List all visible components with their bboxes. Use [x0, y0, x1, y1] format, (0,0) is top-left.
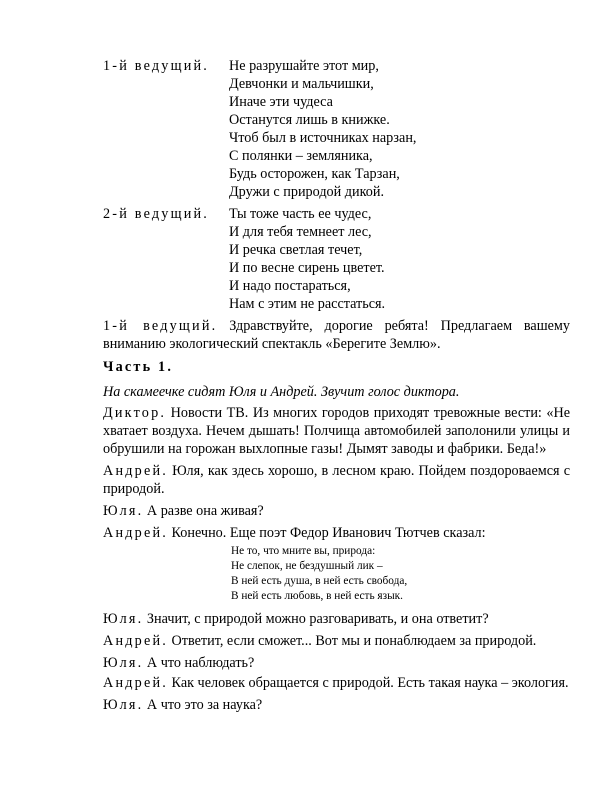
- announcer-text: Новости ТВ. Из многих городов приходят тревожные вести: «Не хватает воздуха. Нечем дышать! Полчища автомобилей заполонили улицы и обрушили на горожан выхлопные газы! Дымят заводы и фабрики. Беда!»: [103, 405, 570, 457]
- speaker-label: Андрей.: [103, 463, 168, 479]
- quote-line: В ней есть душа, в ней есть свобода,: [231, 575, 408, 587]
- dialogue-text: Ответит, если сможет... Вот мы и понаблюдаем за природой.: [168, 633, 537, 649]
- andrey-paragraph-1: [103, 462, 570, 498]
- announcer-paragraph: [103, 404, 570, 458]
- verse-line: И по весне сирень цветет.: [229, 260, 385, 276]
- verse-line: И для тебя темнеет лес,: [229, 224, 372, 240]
- verse-lines: [229, 205, 385, 313]
- speaker-label: Андрей.: [103, 675, 168, 691]
- quote-line: Не то, что мните вы, природа:: [231, 545, 376, 557]
- speaker-label: Диктор.: [103, 405, 167, 421]
- verse-line: Чтоб был в источниках нарзан,: [229, 130, 417, 146]
- verse-line: Будь осторожен, как Тарзан,: [229, 166, 400, 182]
- andrey-line-4: [103, 674, 569, 692]
- dialogue-text: А разве она живая?: [143, 503, 264, 519]
- yulia-line-3: [103, 654, 254, 672]
- dialogue-text: Юля, как здесь хорошо, в лесном краю. Пойдем поздороваемся с природой.: [103, 463, 570, 497]
- dialogue-text: Конечно. Еще поэт Федор Иванович Тютчев сказал:: [168, 525, 486, 541]
- speaker-label: Андрей.: [103, 633, 168, 649]
- verse-line: И надо постараться,: [229, 278, 351, 294]
- dialogue-text: А что наблюдать?: [143, 655, 255, 671]
- yulia-line-1: [103, 502, 264, 520]
- verse-line: Нам с этим не расстаться.: [229, 296, 386, 312]
- quote-line: В ней есть любовь, в ней есть язык.: [231, 590, 403, 602]
- verse-lines: [229, 57, 416, 201]
- verse-line: С полянки – земляника,: [229, 148, 373, 164]
- yulia-line-4: [103, 696, 262, 714]
- verse-line: Дружи с природой дикой.: [229, 184, 385, 200]
- speaker-label: Юля.: [103, 503, 144, 519]
- speaker-label: 1-й ведущий.: [103, 58, 210, 74]
- yulia-line-2: [103, 610, 489, 628]
- part-heading: Часть 1.: [103, 359, 174, 375]
- andrey-line-2: [103, 524, 486, 542]
- speaker-label: Юля.: [103, 611, 144, 627]
- verse-line: Ты тоже часть ее чудес,: [229, 206, 372, 222]
- verse-line: Останутся лишь в книжке.: [229, 112, 390, 128]
- speaker-label: 1-й ведущий.: [103, 318, 218, 334]
- dialogue-text: Значит, с природой можно разговаривать, и она ответит?: [143, 611, 489, 627]
- verse-line: Иначе эти чудеса: [229, 94, 333, 110]
- quote-line: Не слепок, не бездушный лик –: [231, 560, 383, 572]
- dialogue-text: Как человек обращается с природой. Есть такая наука – экология.: [168, 675, 569, 691]
- stage-direction: На скамеечке сидят Юля и Андрей. Звучит голос диктора.: [103, 384, 460, 400]
- verse-line: Не разрушайте этот мир,: [229, 58, 379, 74]
- speaker-label: Юля.: [103, 697, 144, 713]
- speaker-label: Юля.: [103, 655, 144, 671]
- verse-line: Девчонки и мальчишки,: [229, 76, 374, 92]
- speaker-label: 2-й ведущий.: [103, 206, 210, 222]
- dialogue-text: А что это за наука?: [143, 697, 263, 713]
- speaker-label: Андрей.: [103, 525, 168, 541]
- poem-quote: [231, 544, 407, 604]
- intro-paragraph: [103, 317, 570, 353]
- intro-text: Здравствуйте, дорогие ребята! Предлагаем вашему вниманию экологический спектакль «Берегите Землю».: [103, 318, 571, 352]
- andrey-line-3: [103, 632, 536, 650]
- verse-line: И речка светлая течет,: [229, 242, 363, 258]
